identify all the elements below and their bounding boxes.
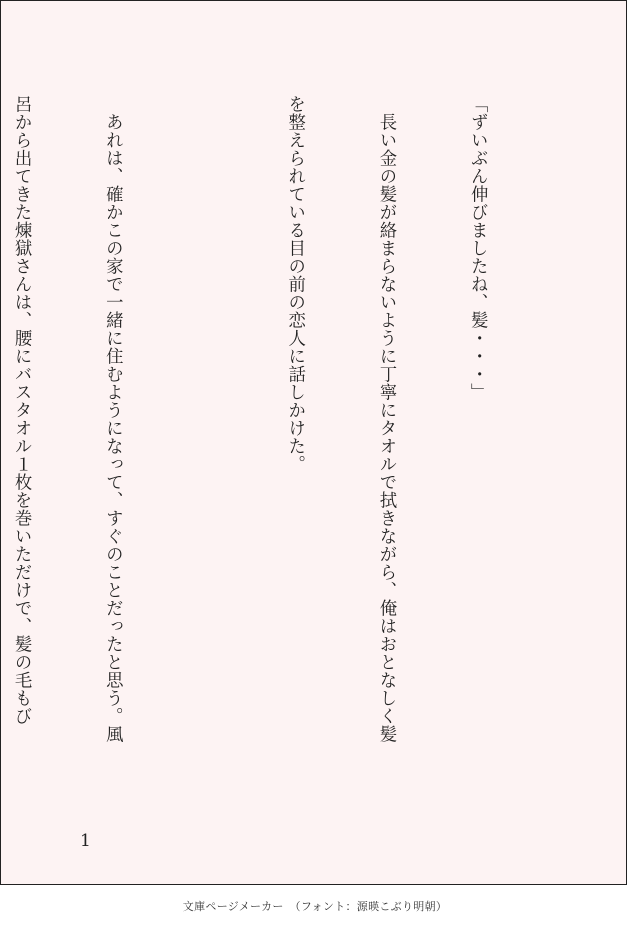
vertical-body-text xyxy=(11,95,553,807)
text-line: 呂から出てきた煉獄さんは、腰にバスタオル１枚を巻いただけで、髪の毛もび xyxy=(11,95,32,725)
footer-caption: 文庫ページメーカー （フォント：源暎こぶり明朝） xyxy=(182,900,448,913)
text-line: 「ずいぶん伸びましたね、髪・・・」 xyxy=(467,95,488,401)
text-line: あれは、確かこの家で一緒に住むようになって、すぐのことだったと思う。風 xyxy=(102,95,123,743)
text-line: を整えられている目の前の恋人に話しかけた。 xyxy=(284,95,305,473)
text-line xyxy=(188,95,218,807)
text-line: 長い金の髪が絡まらないように丁寧にタオルで拭きながら、俺はおとなしく髪 xyxy=(375,95,396,743)
page-number: 1 xyxy=(80,831,91,851)
